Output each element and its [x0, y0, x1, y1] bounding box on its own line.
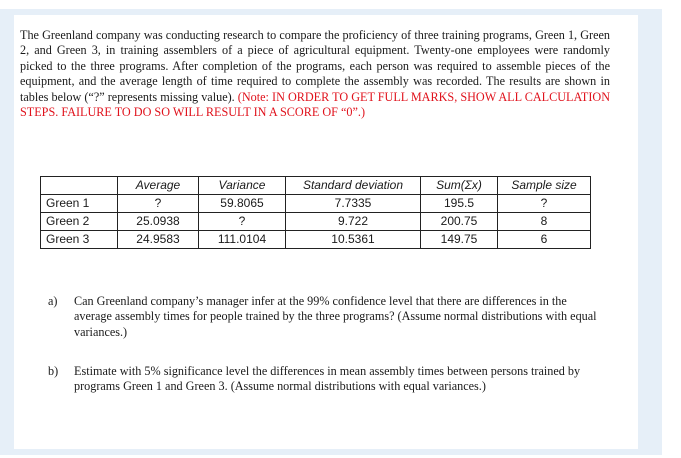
header-cell-sample-size: Sample size [498, 177, 591, 195]
table-row [41, 195, 591, 213]
question-a-label: a) [48, 294, 58, 308]
header-cell-variance: Variance [199, 177, 286, 195]
row-label: Green 1 [41, 195, 118, 213]
table-row [41, 231, 591, 249]
question-b [48, 364, 600, 395]
row-label: Green 2 [41, 213, 118, 231]
cell-average: ? [118, 195, 199, 213]
cell-average: 24.9583 [118, 231, 199, 249]
cell-sample-size: ? [498, 195, 591, 213]
cell-sum: 200.75 [421, 213, 498, 231]
statistics-table [40, 176, 591, 249]
cell-standard-deviation: 7.7335 [286, 195, 421, 213]
cell-average: 25.0938 [118, 213, 199, 231]
header-cell-sum: Sum(Σx) [421, 177, 498, 195]
cell-sum: 149.75 [421, 231, 498, 249]
table-header-row [41, 177, 591, 195]
question-a [48, 294, 600, 340]
header-cell-average: Average [118, 177, 199, 195]
cell-variance: 59.8065 [199, 195, 286, 213]
problem-statement [20, 28, 610, 120]
problem-intro: The Greenland company was conducting research to compare the proficiency of three training programs, Green 1, Green 2, and Green 3, in training assemblers of a piece of agricultural equipment. Twenty-one employees were randomly picked to the three programs. After completion of the programs, each person was required to assemble pieces of the equipment, and the average length of time required to complete the assembly was recorded. The results are shown in tables below (“?” represents missing value). [20, 28, 610, 104]
header-cell-empty [41, 177, 118, 195]
cell-sample-size: 6 [498, 231, 591, 249]
question-b-label: b) [48, 364, 59, 378]
header-cell-standard-deviation: Standard deviation [286, 177, 421, 195]
cell-standard-deviation: 10.5361 [286, 231, 421, 249]
marking-note: (Note: IN ORDER TO GET FULL MARKS, SHOW ALL CALCULATION STEPS. FAILURE TO DO SO WILL RESULT IN A SCORE OF “0”.) [20, 89, 611, 120]
question-a-text: Can Greenland company’s manager infer at the 99% confidence level that there are differences in the average assembly times for people trained by the three programs? (Assume normal distributions with equal variances.) [74, 294, 597, 339]
cell-sum: 195.5 [421, 195, 498, 213]
cell-standard-deviation: 9.722 [286, 213, 421, 231]
row-label: Green 3 [41, 231, 118, 249]
table-row [41, 213, 591, 231]
question-b-text: Estimate with 5% significance level the differences in mean assembly times between persons trained by programs Green 1 and Green 3. (Assume normal distributions with equal variances.) [74, 364, 581, 394]
cell-variance: 111.0104 [199, 231, 286, 249]
cell-sample-size: 8 [498, 213, 591, 231]
cell-variance: ? [199, 213, 286, 231]
